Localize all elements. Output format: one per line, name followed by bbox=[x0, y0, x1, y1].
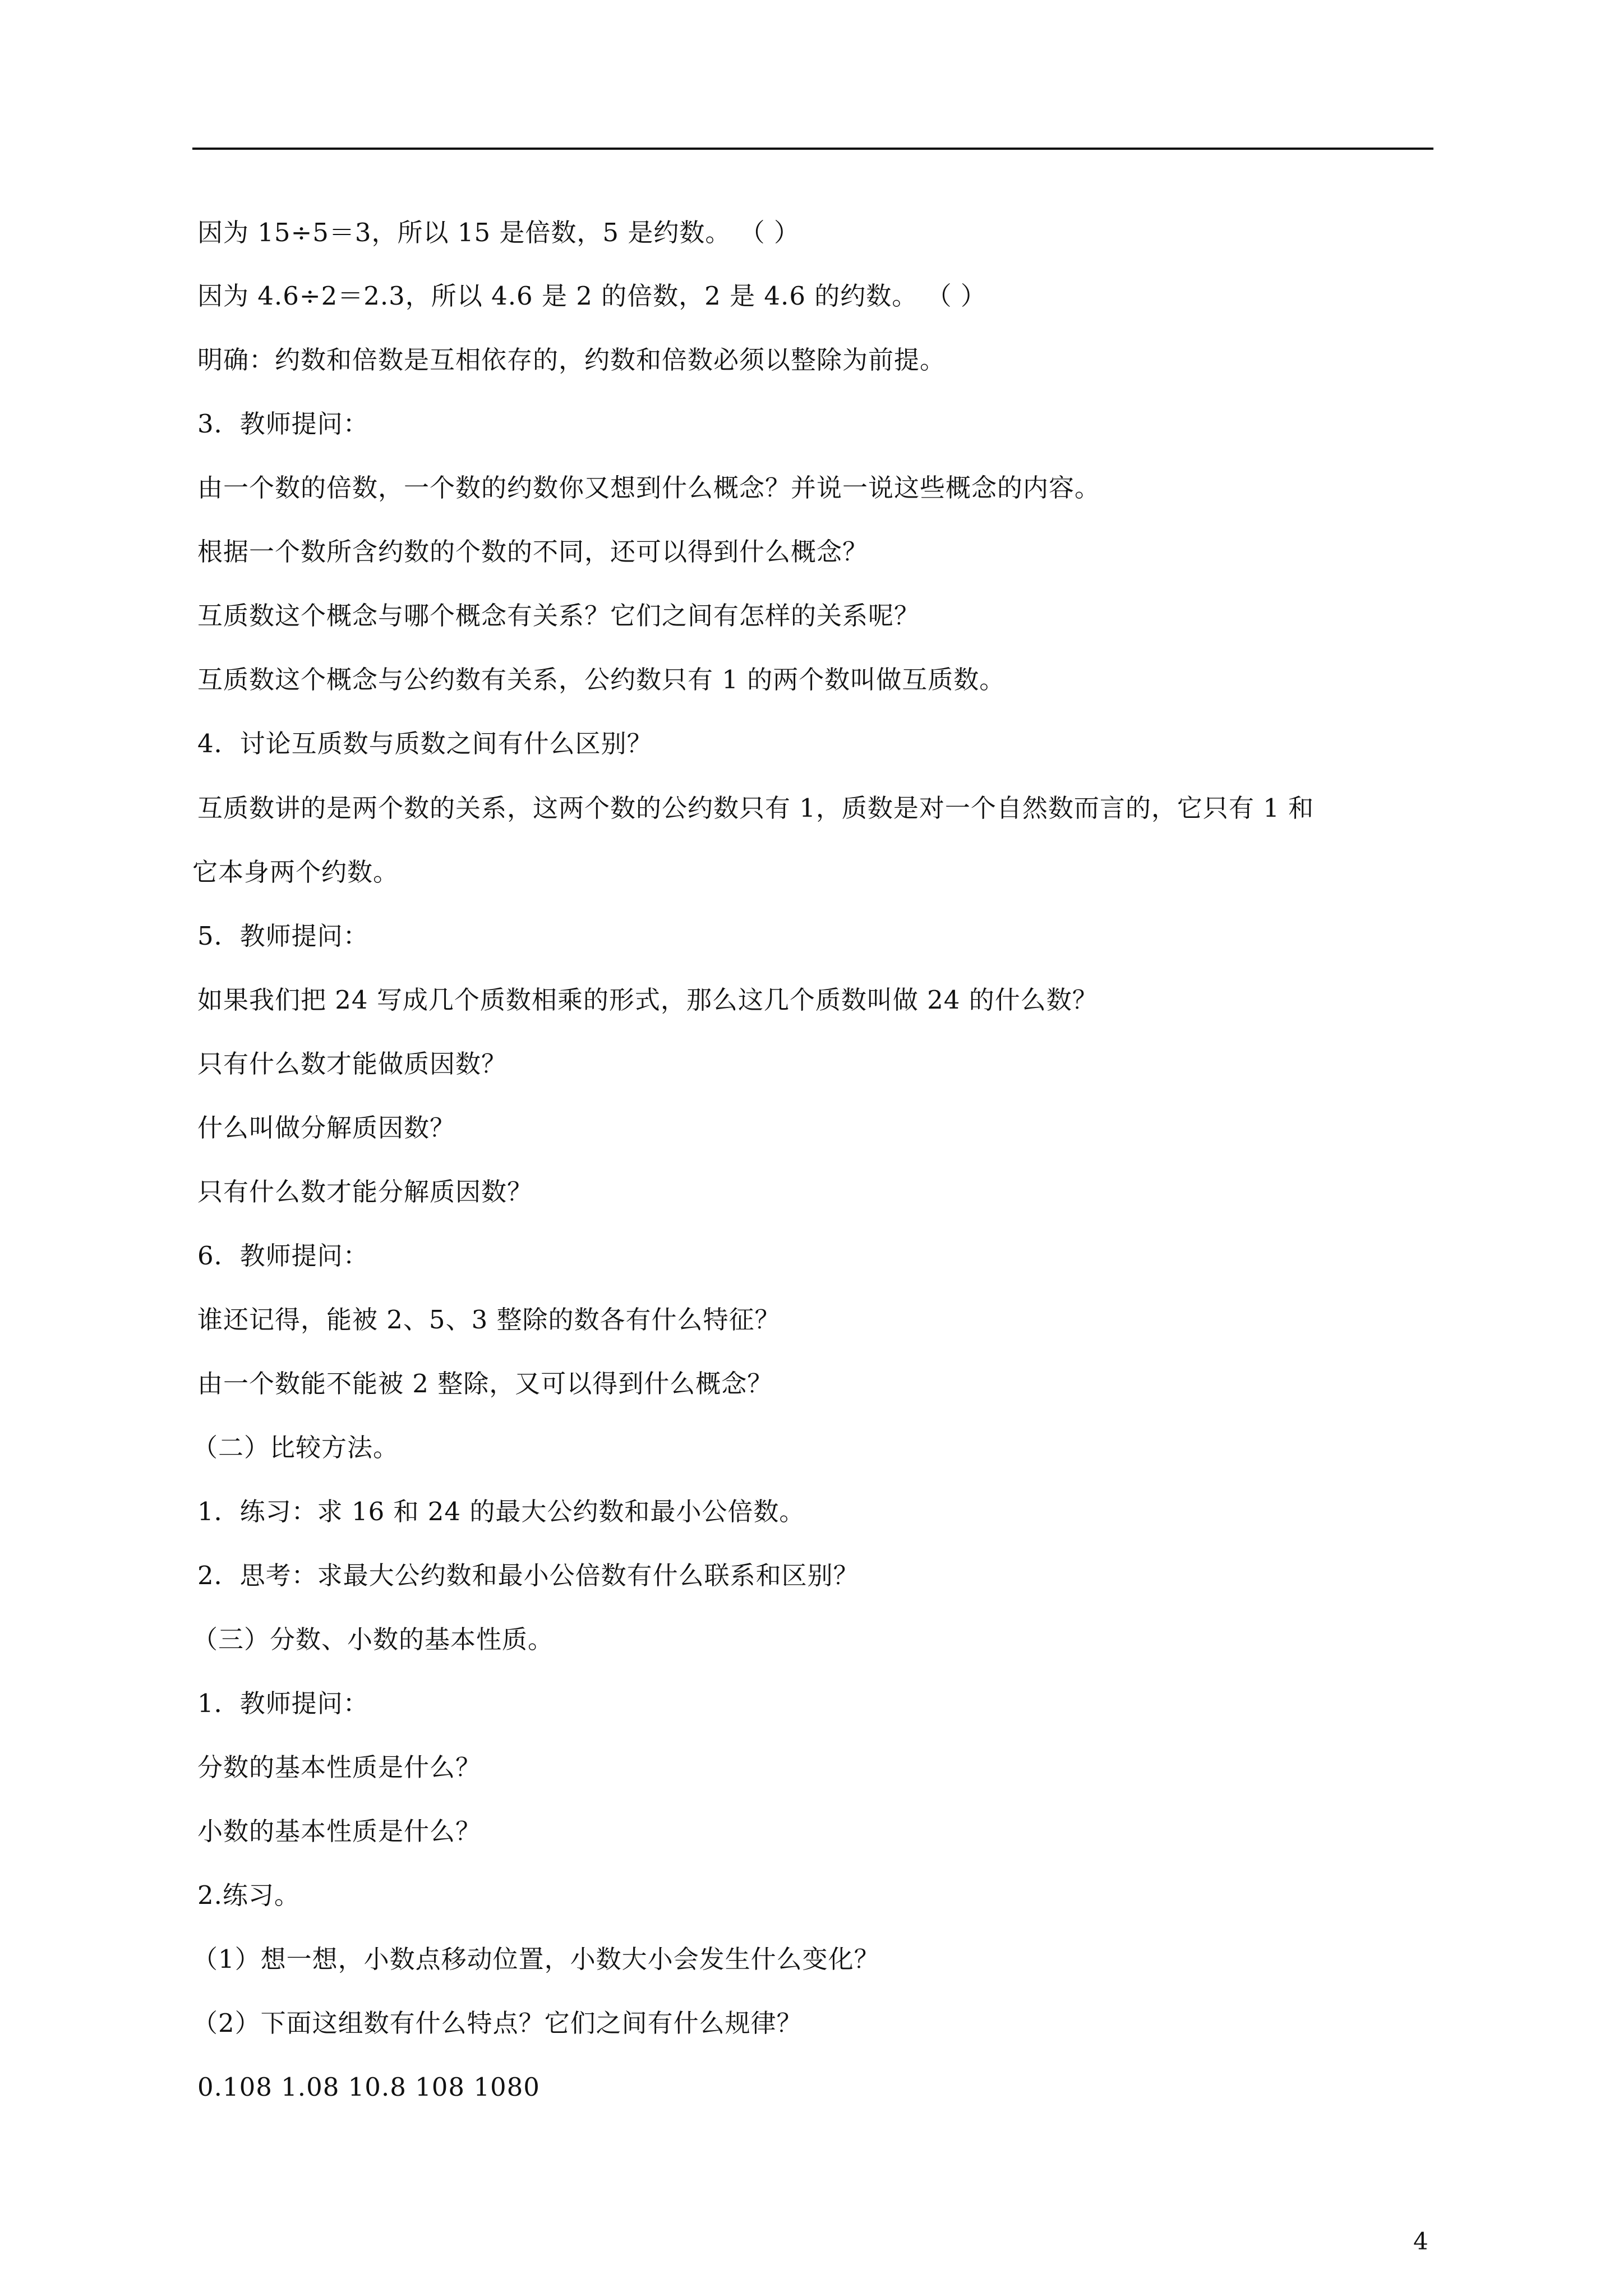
text-line: 2.练习。 bbox=[197, 1880, 300, 1910]
text-line: 互质数这个概念与公约数有关系，公约数只有 1 的两个数叫做互质数。 bbox=[197, 665, 1006, 694]
text-line: （二）比较方法。 bbox=[192, 1433, 399, 1462]
text-line: 小数的基本性质是什么？ bbox=[197, 1816, 482, 1846]
text-line: 只有什么数才能分解质因数？ bbox=[197, 1177, 533, 1207]
text-line: 因为 4.6÷2＝2.3，所以 4.6 是 2 的倍数，2 是 4.6 的约数。 （ ） bbox=[197, 281, 986, 311]
text-line: 什么叫做分解质因数？ bbox=[197, 1113, 456, 1143]
text-line: 由一个数能不能被 2 整除，又可以得到什么概念？ bbox=[197, 1369, 773, 1398]
text-line: 4．讨论互质数与质数之间有什么区别？ bbox=[197, 729, 653, 758]
header-rule bbox=[192, 148, 1433, 150]
text-line: 只有什么数才能做质因数？ bbox=[197, 1049, 508, 1079]
text-line: 它本身两个约数。 bbox=[192, 857, 399, 887]
text-line: 由一个数的倍数，一个数的约数你又想到什么概念？并说一说这些概念的内容。 bbox=[197, 473, 1101, 503]
text-line: （1）想一想，小数点移动位置，小数大小会发生什么变化？ bbox=[192, 1944, 880, 1974]
text-line: 谁还记得，能被 2、5、3 整除的数各有什么特征？ bbox=[197, 1305, 781, 1335]
text-line: 互质数讲的是两个数的关系，这两个数的公约数只有 1，质数是对一个自然数而言的，它只有 1 和 bbox=[197, 793, 1315, 823]
text-line: 分数的基本性质是什么？ bbox=[197, 1752, 482, 1782]
text-line: 互质数这个概念与哪个概念有关系？它们之间有怎样的关系呢？ bbox=[197, 601, 920, 631]
text-line: 明确：约数和倍数是互相依存的，约数和倍数必须以整除为前提。 bbox=[197, 345, 946, 375]
text-line: 1．练习：求 16 和 24 的最大公约数和最小公倍数。 bbox=[197, 1497, 805, 1526]
text-line: 1．教师提问： bbox=[197, 1688, 369, 1718]
text-line: 根据一个数所含约数的个数的不同，还可以得到什么概念？ bbox=[197, 537, 869, 567]
text-line: 因为 15÷5＝3，所以 15 是倍数，5 是约数。 （ ） bbox=[197, 218, 800, 247]
text-line: 如果我们把 24 写成几个质数相乘的形式，那么这几个质数叫做 24 的什么数？ bbox=[197, 985, 1098, 1015]
text-line: 2．思考：求最大公约数和最小公倍数有什么联系和区别？ bbox=[197, 1561, 859, 1590]
text-line: 6．教师提问： bbox=[197, 1241, 369, 1271]
text-line: （三）分数、小数的基本性质。 bbox=[192, 1625, 554, 1654]
text-line: 0.108 1.08 10.8 108 1080 bbox=[197, 2072, 540, 2102]
text-line: 3．教师提问： bbox=[197, 409, 369, 439]
page-number: 4 bbox=[1413, 2228, 1428, 2255]
text-line: 5．教师提问： bbox=[197, 921, 369, 951]
text-line: （2）下面这组数有什么特点？它们之间有什么规律？ bbox=[192, 2008, 803, 2038]
